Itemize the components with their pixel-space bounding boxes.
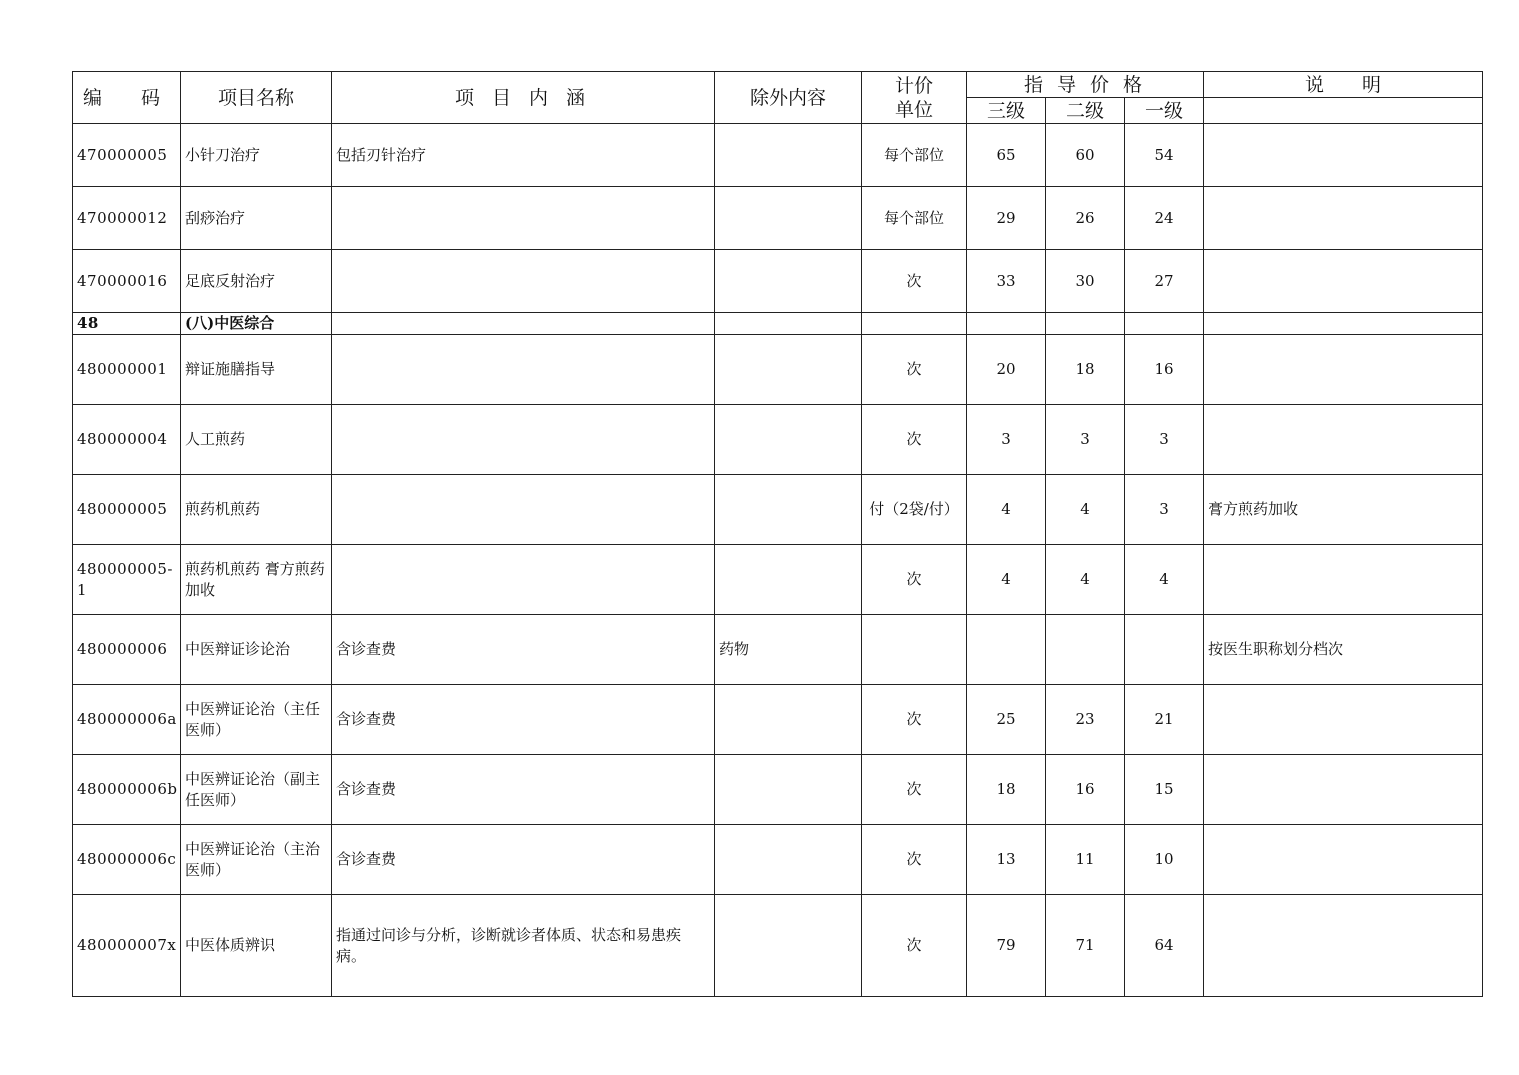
cell-price-level2: 23 — [1046, 685, 1125, 755]
cell-exclusions — [715, 895, 862, 997]
cell-price-level3: 3 — [967, 405, 1046, 475]
cell-note: 膏方煎药加收 — [1204, 475, 1483, 545]
cell-exclusions: 药物 — [715, 615, 862, 685]
cell-name: 刮痧治疗 — [181, 187, 332, 250]
cell-content — [332, 475, 715, 545]
price-table — [72, 71, 1483, 997]
cell-price-level2: 4 — [1046, 545, 1125, 615]
cell-price-level1: 24 — [1125, 187, 1204, 250]
header-code: 编 码 — [73, 72, 181, 124]
cell-price-level2: 26 — [1046, 187, 1125, 250]
cell-name: 人工煎药 — [181, 405, 332, 475]
table-row — [73, 405, 1483, 475]
cell-content — [332, 187, 715, 250]
cell-exclusions — [715, 124, 862, 187]
cell-exclusions — [715, 545, 862, 615]
cell-content — [332, 405, 715, 475]
cell-price-level3: 13 — [967, 825, 1046, 895]
table-row — [73, 545, 1483, 615]
cell-content: 含诊查费 — [332, 825, 715, 895]
cell-name: 中医辨证论治（主任医师） — [181, 685, 332, 755]
cell-name: 中医体质辨识 — [181, 895, 332, 997]
cell-exclusions — [715, 825, 862, 895]
cell-price-level2: 3 — [1046, 405, 1125, 475]
table-row — [73, 187, 1483, 250]
cell-price-level3: 65 — [967, 124, 1046, 187]
header-exclusions: 除外内容 — [715, 72, 862, 124]
cell-price-level1: 16 — [1125, 335, 1204, 405]
cell-content — [332, 313, 715, 335]
cell-price-level2: 18 — [1046, 335, 1125, 405]
cell-unit: 次 — [862, 895, 967, 997]
header-level2: 二级 — [1046, 98, 1125, 124]
cell-price-level1 — [1125, 615, 1204, 685]
cell-name: 中医辨证论治（副主任医师） — [181, 755, 332, 825]
cell-code: 480000006b — [73, 755, 181, 825]
cell-note — [1204, 895, 1483, 997]
cell-code: 480000005 — [73, 475, 181, 545]
cell-exclusions — [715, 405, 862, 475]
cell-name: 足底反射治疗 — [181, 250, 332, 313]
cell-price-level3 — [967, 313, 1046, 335]
cell-note — [1204, 335, 1483, 405]
header-note: 说 明 — [1204, 72, 1483, 98]
cell-unit: 次 — [862, 755, 967, 825]
cell-code: 470000005 — [73, 124, 181, 187]
cell-content: 指通过问诊与分析，诊断就诊者体质、状态和易患疾病。 — [332, 895, 715, 997]
cell-price-level2: 30 — [1046, 250, 1125, 313]
header-level1: 一级 — [1125, 98, 1204, 124]
cell-price-level1: 4 — [1125, 545, 1204, 615]
cell-code: 470000012 — [73, 187, 181, 250]
table-row — [73, 335, 1483, 405]
cell-unit — [862, 615, 967, 685]
cell-exclusions — [715, 685, 862, 755]
cell-content — [332, 250, 715, 313]
cell-price-level1: 3 — [1125, 475, 1204, 545]
cell-price-level3: 79 — [967, 895, 1046, 997]
cell-content — [332, 545, 715, 615]
cell-name: (八)中医综合 — [181, 313, 332, 335]
cell-price-level3 — [967, 615, 1046, 685]
cell-content: 含诊查费 — [332, 755, 715, 825]
header-content: 项 目 内 涵 — [332, 72, 715, 124]
cell-code: 470000016 — [73, 250, 181, 313]
table-row — [73, 615, 1483, 685]
cell-code: 480000005-1 — [73, 545, 181, 615]
cell-price-level2 — [1046, 313, 1125, 335]
cell-note — [1204, 187, 1483, 250]
cell-price-level2: 60 — [1046, 124, 1125, 187]
cell-price-level3: 4 — [967, 545, 1046, 615]
cell-exclusions — [715, 313, 862, 335]
cell-note — [1204, 250, 1483, 313]
cell-unit: 次 — [862, 825, 967, 895]
cell-price-level1: 54 — [1125, 124, 1204, 187]
cell-note — [1204, 825, 1483, 895]
table-row — [73, 685, 1483, 755]
table-row — [73, 825, 1483, 895]
cell-unit: 次 — [862, 405, 967, 475]
cell-code: 48 — [73, 313, 181, 335]
table-row — [73, 124, 1483, 187]
cell-price-level1: 15 — [1125, 755, 1204, 825]
cell-note: 按医生职称划分档次 — [1204, 615, 1483, 685]
header-level3: 三级 — [967, 98, 1046, 124]
cell-unit: 付（2袋/付） — [862, 475, 967, 545]
cell-unit: 每个部位 — [862, 124, 967, 187]
cell-price-level1 — [1125, 313, 1204, 335]
cell-price-level1: 3 — [1125, 405, 1204, 475]
cell-exclusions — [715, 335, 862, 405]
cell-name: 中医辩证诊论治 — [181, 615, 332, 685]
cell-note — [1204, 545, 1483, 615]
cell-name: 中医辨证论治（主治医师） — [181, 825, 332, 895]
cell-price-level3: 18 — [967, 755, 1046, 825]
cell-note — [1204, 685, 1483, 755]
table-row — [73, 250, 1483, 313]
cell-price-level1: 27 — [1125, 250, 1204, 313]
cell-exclusions — [715, 755, 862, 825]
header-note-blank — [1204, 98, 1483, 124]
cell-note — [1204, 124, 1483, 187]
cell-price-level3: 20 — [967, 335, 1046, 405]
cell-price-level1: 21 — [1125, 685, 1204, 755]
cell-code: 480000007x — [73, 895, 181, 997]
cell-code: 480000006a — [73, 685, 181, 755]
cell-unit: 次 — [862, 335, 967, 405]
cell-content — [332, 335, 715, 405]
cell-name: 煎药机煎药 膏方煎药加收 — [181, 545, 332, 615]
header-unit: 计价 单位 — [862, 72, 967, 124]
cell-name: 辩证施膳指导 — [181, 335, 332, 405]
cell-price-level3: 33 — [967, 250, 1046, 313]
cell-price-level3: 4 — [967, 475, 1046, 545]
cell-unit: 每个部位 — [862, 187, 967, 250]
cell-price-level3: 29 — [967, 187, 1046, 250]
cell-note — [1204, 405, 1483, 475]
cell-price-level2: 16 — [1046, 755, 1125, 825]
cell-content: 包括刃针治疗 — [332, 124, 715, 187]
table-row — [73, 895, 1483, 997]
cell-price-level1: 64 — [1125, 895, 1204, 997]
cell-code: 480000006 — [73, 615, 181, 685]
cell-unit: 次 — [862, 685, 967, 755]
cell-price-level2: 71 — [1046, 895, 1125, 997]
cell-price-level2: 11 — [1046, 825, 1125, 895]
cell-unit: 次 — [862, 250, 967, 313]
cell-note — [1204, 755, 1483, 825]
section-row — [73, 313, 1483, 335]
cell-exclusions — [715, 250, 862, 313]
cell-name: 小针刀治疗 — [181, 124, 332, 187]
cell-code: 480000006c — [73, 825, 181, 895]
header-price: 指 导 价 格 — [967, 72, 1204, 98]
table-row — [73, 475, 1483, 545]
cell-price-level1: 10 — [1125, 825, 1204, 895]
cell-unit — [862, 313, 967, 335]
cell-name: 煎药机煎药 — [181, 475, 332, 545]
cell-price-level3: 25 — [967, 685, 1046, 755]
cell-code: 480000004 — [73, 405, 181, 475]
table-row — [73, 755, 1483, 825]
cell-exclusions — [715, 187, 862, 250]
cell-price-level2: 4 — [1046, 475, 1125, 545]
cell-content: 含诊查费 — [332, 685, 715, 755]
cell-note — [1204, 313, 1483, 335]
cell-unit: 次 — [862, 545, 967, 615]
cell-price-level2 — [1046, 615, 1125, 685]
cell-exclusions — [715, 475, 862, 545]
header-name: 项目名称 — [181, 72, 332, 124]
cell-content: 含诊查费 — [332, 615, 715, 685]
cell-code: 480000001 — [73, 335, 181, 405]
